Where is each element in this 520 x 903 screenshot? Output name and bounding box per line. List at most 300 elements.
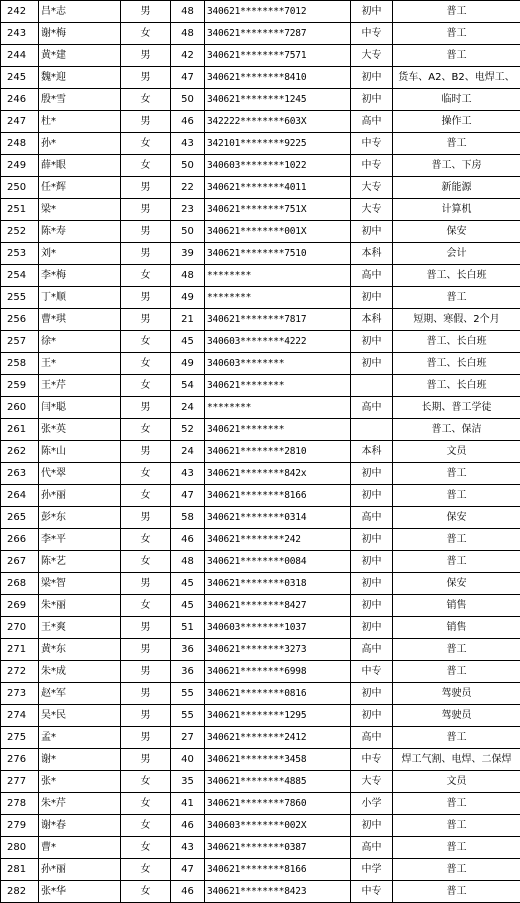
education-cell: 初中 bbox=[351, 67, 393, 89]
row-number: 277 bbox=[1, 771, 39, 793]
age-cell: 45 bbox=[171, 331, 205, 353]
table-row bbox=[1, 683, 520, 705]
name-cell: 魏*迎 bbox=[39, 67, 121, 89]
row-number: 246 bbox=[1, 89, 39, 111]
name-cell: 陈*寿 bbox=[39, 221, 121, 243]
name-cell: 刘* bbox=[39, 243, 121, 265]
id-number-cell: 340603******** bbox=[205, 353, 351, 375]
job-cell: 普工 bbox=[393, 485, 520, 507]
table-row bbox=[1, 45, 520, 67]
age-cell: 46 bbox=[171, 111, 205, 133]
age-cell: 45 bbox=[171, 573, 205, 595]
education-cell: 初中 bbox=[351, 353, 393, 375]
name-cell: 梁*智 bbox=[39, 573, 121, 595]
row-number: 248 bbox=[1, 133, 39, 155]
education-cell: 初中 bbox=[351, 551, 393, 573]
row-number: 259 bbox=[1, 375, 39, 397]
id-number-cell: 340621********7012 bbox=[205, 1, 351, 23]
table-row bbox=[1, 265, 520, 287]
row-number: 265 bbox=[1, 507, 39, 529]
row-number: 261 bbox=[1, 419, 39, 441]
gender-cell: 女 bbox=[121, 793, 171, 815]
table-row bbox=[1, 221, 520, 243]
name-cell: 黄*东 bbox=[39, 639, 121, 661]
education-cell: 高中 bbox=[351, 507, 393, 529]
row-number: 264 bbox=[1, 485, 39, 507]
gender-cell: 男 bbox=[121, 441, 171, 463]
table-row bbox=[1, 793, 520, 815]
gender-cell: 女 bbox=[121, 551, 171, 573]
row-number: 256 bbox=[1, 309, 39, 331]
id-number-cell: ******** bbox=[205, 265, 351, 287]
job-cell: 普工 bbox=[393, 463, 520, 485]
id-number-cell: 340621********8423 bbox=[205, 881, 351, 903]
job-cell: 普工 bbox=[393, 793, 520, 815]
name-cell: 陈*山 bbox=[39, 441, 121, 463]
table-row bbox=[1, 551, 520, 573]
id-number-cell: 340621********751X bbox=[205, 199, 351, 221]
job-cell: 计算机 bbox=[393, 199, 520, 221]
table-row bbox=[1, 287, 520, 309]
gender-cell: 女 bbox=[121, 133, 171, 155]
id-number-cell: ******** bbox=[205, 397, 351, 419]
id-number-cell: ******** bbox=[205, 287, 351, 309]
gender-cell: 女 bbox=[121, 265, 171, 287]
id-number-cell: 340621********0084 bbox=[205, 551, 351, 573]
row-number: 272 bbox=[1, 661, 39, 683]
education-cell: 初中 bbox=[351, 89, 393, 111]
table-row bbox=[1, 573, 520, 595]
gender-cell: 女 bbox=[121, 89, 171, 111]
table-row bbox=[1, 199, 520, 221]
age-cell: 27 bbox=[171, 727, 205, 749]
age-cell: 50 bbox=[171, 89, 205, 111]
gender-cell: 女 bbox=[121, 529, 171, 551]
table-row bbox=[1, 111, 520, 133]
name-cell: 谢* bbox=[39, 749, 121, 771]
table-row bbox=[1, 23, 520, 45]
row-number: 282 bbox=[1, 881, 39, 903]
age-cell: 36 bbox=[171, 639, 205, 661]
gender-cell: 男 bbox=[121, 661, 171, 683]
id-number-cell: 340621********8166 bbox=[205, 859, 351, 881]
job-cell: 会计 bbox=[393, 243, 520, 265]
education-cell: 中专 bbox=[351, 155, 393, 177]
education-cell: 初中 bbox=[351, 529, 393, 551]
row-number: 278 bbox=[1, 793, 39, 815]
id-number-cell: 340621********842x bbox=[205, 463, 351, 485]
gender-cell: 男 bbox=[121, 397, 171, 419]
education-cell: 高中 bbox=[351, 727, 393, 749]
job-cell: 保安 bbox=[393, 573, 520, 595]
name-cell: 吴*民 bbox=[39, 705, 121, 727]
table-row bbox=[1, 177, 520, 199]
job-cell: 普工 bbox=[393, 859, 520, 881]
row-number: 281 bbox=[1, 859, 39, 881]
table-row bbox=[1, 485, 520, 507]
age-cell: 48 bbox=[171, 551, 205, 573]
row-number: 251 bbox=[1, 199, 39, 221]
age-cell: 43 bbox=[171, 837, 205, 859]
education-cell: 高中 bbox=[351, 397, 393, 419]
row-number: 268 bbox=[1, 573, 39, 595]
job-cell: 普工、下房 bbox=[393, 155, 520, 177]
id-number-cell: 340621********1295 bbox=[205, 705, 351, 727]
table-row bbox=[1, 67, 520, 89]
age-cell: 49 bbox=[171, 353, 205, 375]
table-row bbox=[1, 331, 520, 353]
table-row bbox=[1, 705, 520, 727]
id-number-cell: 340603********4222 bbox=[205, 331, 351, 353]
row-number: 262 bbox=[1, 441, 39, 463]
job-cell: 普工 bbox=[393, 639, 520, 661]
education-cell: 本科 bbox=[351, 309, 393, 331]
row-number: 260 bbox=[1, 397, 39, 419]
row-number: 257 bbox=[1, 331, 39, 353]
education-cell: 中专 bbox=[351, 133, 393, 155]
row-number: 242 bbox=[1, 1, 39, 23]
job-cell: 文员 bbox=[393, 441, 520, 463]
id-number-cell: 340621******** bbox=[205, 375, 351, 397]
id-number-cell: 340621********7287 bbox=[205, 23, 351, 45]
age-cell: 22 bbox=[171, 177, 205, 199]
name-cell: 王*芹 bbox=[39, 375, 121, 397]
job-cell: 普工 bbox=[393, 837, 520, 859]
id-number-cell: 340621********8427 bbox=[205, 595, 351, 617]
job-cell: 普工 bbox=[393, 727, 520, 749]
job-cell: 销售 bbox=[393, 595, 520, 617]
education-cell bbox=[351, 419, 393, 441]
gender-cell: 男 bbox=[121, 1, 171, 23]
name-cell: 孙*丽 bbox=[39, 485, 121, 507]
education-cell: 高中 bbox=[351, 837, 393, 859]
table-row bbox=[1, 639, 520, 661]
gender-cell: 男 bbox=[121, 727, 171, 749]
education-cell: 初中 bbox=[351, 1, 393, 23]
table-body bbox=[1, 1, 520, 903]
table-row bbox=[1, 529, 520, 551]
gender-cell: 女 bbox=[121, 859, 171, 881]
age-cell: 49 bbox=[171, 287, 205, 309]
job-cell: 销售 bbox=[393, 617, 520, 639]
id-number-cell: 340603********1022 bbox=[205, 155, 351, 177]
job-cell: 驾驶员 bbox=[393, 683, 520, 705]
gender-cell: 男 bbox=[121, 221, 171, 243]
age-cell: 52 bbox=[171, 419, 205, 441]
name-cell: 陈*艺 bbox=[39, 551, 121, 573]
age-cell: 47 bbox=[171, 485, 205, 507]
gender-cell: 女 bbox=[121, 485, 171, 507]
age-cell: 58 bbox=[171, 507, 205, 529]
age-cell: 47 bbox=[171, 859, 205, 881]
gender-cell: 男 bbox=[121, 573, 171, 595]
table-row bbox=[1, 353, 520, 375]
table-row bbox=[1, 507, 520, 529]
job-cell: 货车、A2、B2、电焊工、 bbox=[393, 67, 520, 89]
education-cell: 高中 bbox=[351, 639, 393, 661]
table-row bbox=[1, 749, 520, 771]
table-row bbox=[1, 397, 520, 419]
name-cell: 曹* bbox=[39, 837, 121, 859]
job-cell: 文员 bbox=[393, 771, 520, 793]
table-row bbox=[1, 419, 520, 441]
id-number-cell: 340621********1245 bbox=[205, 89, 351, 111]
row-number: 244 bbox=[1, 45, 39, 67]
table-row bbox=[1, 859, 520, 881]
age-cell: 55 bbox=[171, 683, 205, 705]
age-cell: 43 bbox=[171, 463, 205, 485]
id-number-cell: 340603********1037 bbox=[205, 617, 351, 639]
table-row bbox=[1, 617, 520, 639]
id-number-cell: 340621******** bbox=[205, 419, 351, 441]
age-cell: 48 bbox=[171, 23, 205, 45]
age-cell: 46 bbox=[171, 815, 205, 837]
education-cell: 高中 bbox=[351, 265, 393, 287]
job-cell: 普工 bbox=[393, 661, 520, 683]
education-cell: 中专 bbox=[351, 23, 393, 45]
job-cell: 普工 bbox=[393, 529, 520, 551]
gender-cell: 女 bbox=[121, 837, 171, 859]
table-row bbox=[1, 815, 520, 837]
table-row bbox=[1, 375, 520, 397]
name-cell: 王*爽 bbox=[39, 617, 121, 639]
row-number: 274 bbox=[1, 705, 39, 727]
job-cell: 临时工 bbox=[393, 89, 520, 111]
gender-cell: 女 bbox=[121, 419, 171, 441]
name-cell: 黄*建 bbox=[39, 45, 121, 67]
gender-cell: 女 bbox=[121, 23, 171, 45]
education-cell: 初中 bbox=[351, 705, 393, 727]
id-number-cell: 340621********2412 bbox=[205, 727, 351, 749]
row-number: 249 bbox=[1, 155, 39, 177]
id-number-cell: 340621********7817 bbox=[205, 309, 351, 331]
job-cell: 普工、长白班 bbox=[393, 265, 520, 287]
name-cell: 朱*丽 bbox=[39, 595, 121, 617]
education-cell: 大专 bbox=[351, 199, 393, 221]
name-cell: 朱*芹 bbox=[39, 793, 121, 815]
table-row bbox=[1, 727, 520, 749]
age-cell: 51 bbox=[171, 617, 205, 639]
education-cell: 中专 bbox=[351, 749, 393, 771]
id-number-cell: 340621********0318 bbox=[205, 573, 351, 595]
age-cell: 35 bbox=[171, 771, 205, 793]
job-cell: 普工、保洁 bbox=[393, 419, 520, 441]
name-cell: 李*梅 bbox=[39, 265, 121, 287]
id-number-cell: 340621********8166 bbox=[205, 485, 351, 507]
education-cell: 初中 bbox=[351, 595, 393, 617]
age-cell: 39 bbox=[171, 243, 205, 265]
job-cell: 普工 bbox=[393, 23, 520, 45]
id-number-cell: 340621********4885 bbox=[205, 771, 351, 793]
id-number-cell: 340621********7571 bbox=[205, 45, 351, 67]
id-number-cell: 340621********001X bbox=[205, 221, 351, 243]
education-cell: 本科 bbox=[351, 441, 393, 463]
name-cell: 徐* bbox=[39, 331, 121, 353]
name-cell: 杜* bbox=[39, 111, 121, 133]
job-cell: 保安 bbox=[393, 507, 520, 529]
gender-cell: 男 bbox=[121, 67, 171, 89]
id-number-cell: 340621********6998 bbox=[205, 661, 351, 683]
id-number-cell: 340621********3273 bbox=[205, 639, 351, 661]
gender-cell: 男 bbox=[121, 111, 171, 133]
age-cell: 21 bbox=[171, 309, 205, 331]
education-cell: 初中 bbox=[351, 485, 393, 507]
row-number: 280 bbox=[1, 837, 39, 859]
name-cell: 殷*雪 bbox=[39, 89, 121, 111]
row-number: 255 bbox=[1, 287, 39, 309]
row-number: 269 bbox=[1, 595, 39, 617]
id-number-cell: 340621********7510 bbox=[205, 243, 351, 265]
gender-cell: 男 bbox=[121, 705, 171, 727]
education-cell: 初中 bbox=[351, 573, 393, 595]
id-number-cell: 340621********242 bbox=[205, 529, 351, 551]
id-number-cell: 342101********9225 bbox=[205, 133, 351, 155]
job-cell: 长期、普工学徒 bbox=[393, 397, 520, 419]
name-cell: 张* bbox=[39, 771, 121, 793]
id-number-cell: 340621********0314 bbox=[205, 507, 351, 529]
gender-cell: 男 bbox=[121, 45, 171, 67]
education-cell: 高中 bbox=[351, 111, 393, 133]
row-number: 250 bbox=[1, 177, 39, 199]
row-number: 279 bbox=[1, 815, 39, 837]
name-cell: 王* bbox=[39, 353, 121, 375]
age-cell: 43 bbox=[171, 133, 205, 155]
table-row bbox=[1, 309, 520, 331]
name-cell: 赵*军 bbox=[39, 683, 121, 705]
gender-cell: 女 bbox=[121, 375, 171, 397]
gender-cell: 男 bbox=[121, 199, 171, 221]
education-cell: 小学 bbox=[351, 793, 393, 815]
name-cell: 谢*梅 bbox=[39, 23, 121, 45]
table-row bbox=[1, 881, 520, 903]
job-cell: 普工 bbox=[393, 45, 520, 67]
education-cell: 初中 bbox=[351, 683, 393, 705]
age-cell: 41 bbox=[171, 793, 205, 815]
name-cell: 薛*眼 bbox=[39, 155, 121, 177]
age-cell: 23 bbox=[171, 199, 205, 221]
age-cell: 46 bbox=[171, 881, 205, 903]
name-cell: 孟* bbox=[39, 727, 121, 749]
age-cell: 24 bbox=[171, 397, 205, 419]
gender-cell: 男 bbox=[121, 749, 171, 771]
education-cell: 本科 bbox=[351, 243, 393, 265]
name-cell: 代*翠 bbox=[39, 463, 121, 485]
gender-cell: 女 bbox=[121, 881, 171, 903]
gender-cell: 女 bbox=[121, 815, 171, 837]
id-number-cell: 340621********0387 bbox=[205, 837, 351, 859]
gender-cell: 男 bbox=[121, 243, 171, 265]
job-cell: 普工 bbox=[393, 133, 520, 155]
gender-cell: 男 bbox=[121, 287, 171, 309]
row-number: 271 bbox=[1, 639, 39, 661]
table-row bbox=[1, 837, 520, 859]
age-cell: 24 bbox=[171, 441, 205, 463]
row-number: 243 bbox=[1, 23, 39, 45]
id-number-cell: 340621********7860 bbox=[205, 793, 351, 815]
age-cell: 48 bbox=[171, 1, 205, 23]
job-cell: 保安 bbox=[393, 221, 520, 243]
table-row bbox=[1, 441, 520, 463]
gender-cell: 女 bbox=[121, 331, 171, 353]
table-row bbox=[1, 133, 520, 155]
id-number-cell: 340621********2810 bbox=[205, 441, 351, 463]
age-cell: 46 bbox=[171, 529, 205, 551]
row-number: 263 bbox=[1, 463, 39, 485]
table-row bbox=[1, 771, 520, 793]
education-cell: 初中 bbox=[351, 815, 393, 837]
education-cell: 大专 bbox=[351, 45, 393, 67]
job-cell: 普工、长白班 bbox=[393, 375, 520, 397]
row-number: 254 bbox=[1, 265, 39, 287]
row-number: 270 bbox=[1, 617, 39, 639]
name-cell: 丁*顺 bbox=[39, 287, 121, 309]
age-cell: 50 bbox=[171, 155, 205, 177]
education-cell: 中专 bbox=[351, 881, 393, 903]
table-row bbox=[1, 243, 520, 265]
table-row bbox=[1, 1, 520, 23]
name-cell: 孙*丽 bbox=[39, 859, 121, 881]
id-number-cell: 340621********8410 bbox=[205, 67, 351, 89]
job-cell: 普工、长白班 bbox=[393, 353, 520, 375]
job-cell: 普工、长白班 bbox=[393, 331, 520, 353]
age-cell: 47 bbox=[171, 67, 205, 89]
id-number-cell: 340621********0816 bbox=[205, 683, 351, 705]
name-cell: 闫*聪 bbox=[39, 397, 121, 419]
row-number: 266 bbox=[1, 529, 39, 551]
education-cell: 初中 bbox=[351, 221, 393, 243]
row-number: 273 bbox=[1, 683, 39, 705]
row-number: 276 bbox=[1, 749, 39, 771]
job-cell: 短期、寒假、2个月 bbox=[393, 309, 520, 331]
row-number: 252 bbox=[1, 221, 39, 243]
education-cell: 初中 bbox=[351, 463, 393, 485]
age-cell: 40 bbox=[171, 749, 205, 771]
name-cell: 梁* bbox=[39, 199, 121, 221]
age-cell: 42 bbox=[171, 45, 205, 67]
row-number: 247 bbox=[1, 111, 39, 133]
row-number: 253 bbox=[1, 243, 39, 265]
name-cell: 谢*春 bbox=[39, 815, 121, 837]
name-cell: 任*辉 bbox=[39, 177, 121, 199]
name-cell: 曹*琪 bbox=[39, 309, 121, 331]
education-cell: 初中 bbox=[351, 331, 393, 353]
education-cell: 中专 bbox=[351, 661, 393, 683]
gender-cell: 男 bbox=[121, 177, 171, 199]
job-cell: 普工 bbox=[393, 881, 520, 903]
education-cell: 大专 bbox=[351, 177, 393, 199]
name-cell: 张*华 bbox=[39, 881, 121, 903]
id-number-cell: 340603********002X bbox=[205, 815, 351, 837]
gender-cell: 男 bbox=[121, 617, 171, 639]
gender-cell: 女 bbox=[121, 771, 171, 793]
id-number-cell: 340621********3458 bbox=[205, 749, 351, 771]
job-cell: 焊工气割、电焊、二保焊 bbox=[393, 749, 520, 771]
table-row bbox=[1, 89, 520, 111]
job-cell: 普工 bbox=[393, 551, 520, 573]
id-number-cell: 342222********603X bbox=[205, 111, 351, 133]
row-number: 258 bbox=[1, 353, 39, 375]
age-cell: 50 bbox=[171, 221, 205, 243]
age-cell: 36 bbox=[171, 661, 205, 683]
age-cell: 45 bbox=[171, 595, 205, 617]
gender-cell: 女 bbox=[121, 463, 171, 485]
job-cell: 驾驶员 bbox=[393, 705, 520, 727]
job-cell: 操作工 bbox=[393, 111, 520, 133]
age-cell: 54 bbox=[171, 375, 205, 397]
education-cell: 中学 bbox=[351, 859, 393, 881]
gender-cell: 男 bbox=[121, 683, 171, 705]
name-cell: 吕*志 bbox=[39, 1, 121, 23]
